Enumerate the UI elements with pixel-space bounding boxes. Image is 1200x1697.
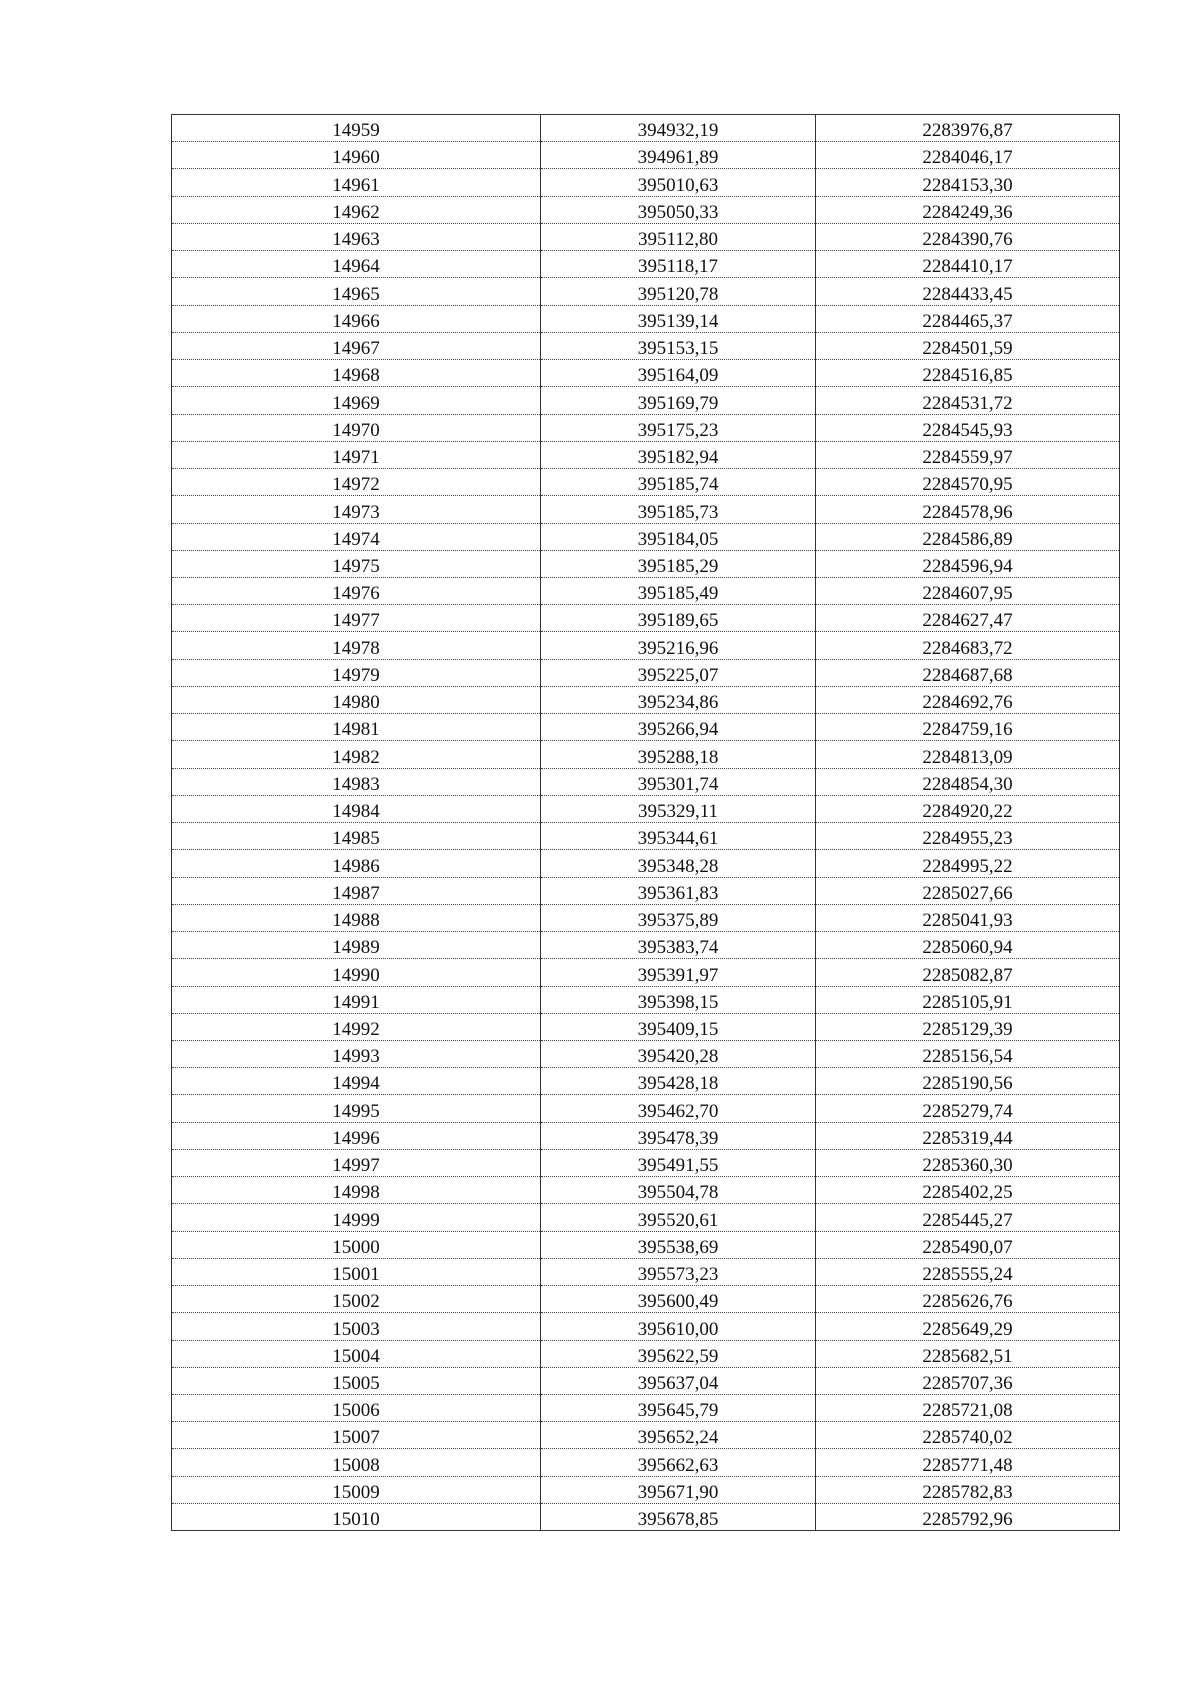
x-coordinate-cell: 395153,15 bbox=[541, 332, 816, 359]
x-coordinate-cell: 395478,39 bbox=[541, 1122, 816, 1149]
x-coordinate-cell: 395225,07 bbox=[541, 659, 816, 686]
y-coordinate-cell: 2284531,72 bbox=[816, 387, 1120, 414]
y-coordinate-cell: 2284813,09 bbox=[816, 741, 1120, 768]
x-coordinate-cell: 395637,04 bbox=[541, 1367, 816, 1394]
x-coordinate-cell: 395622,59 bbox=[541, 1340, 816, 1367]
y-coordinate-cell: 2284586,89 bbox=[816, 523, 1120, 550]
x-coordinate-cell: 395652,24 bbox=[541, 1422, 816, 1449]
table-row bbox=[172, 332, 1120, 359]
y-coordinate-cell: 2285707,36 bbox=[816, 1367, 1120, 1394]
x-coordinate-cell: 395010,63 bbox=[541, 169, 816, 196]
point-number-cell: 14974 bbox=[172, 523, 541, 550]
table-row bbox=[172, 1367, 1120, 1394]
table-row bbox=[172, 523, 1120, 550]
point-number-cell: 15010 bbox=[172, 1503, 541, 1530]
y-coordinate-cell: 2284920,22 bbox=[816, 795, 1120, 822]
x-coordinate-cell: 395573,23 bbox=[541, 1258, 816, 1285]
table-row bbox=[172, 360, 1120, 387]
point-number-cell: 14976 bbox=[172, 577, 541, 604]
table-row bbox=[172, 1149, 1120, 1176]
y-coordinate-cell: 2285782,83 bbox=[816, 1476, 1120, 1503]
y-coordinate-cell: 2284046,17 bbox=[816, 142, 1120, 169]
point-number-cell: 14959 bbox=[172, 115, 541, 142]
table-row bbox=[172, 1503, 1120, 1530]
y-coordinate-cell: 2284153,30 bbox=[816, 169, 1120, 196]
point-number-cell: 14975 bbox=[172, 550, 541, 577]
x-coordinate-cell: 395216,96 bbox=[541, 632, 816, 659]
x-coordinate-cell: 395375,89 bbox=[541, 904, 816, 931]
point-number-cell: 14998 bbox=[172, 1177, 541, 1204]
table-row bbox=[172, 441, 1120, 468]
x-coordinate-cell: 395189,65 bbox=[541, 605, 816, 632]
table-row bbox=[172, 115, 1120, 142]
table-row bbox=[172, 768, 1120, 795]
point-number-cell: 14999 bbox=[172, 1204, 541, 1231]
y-coordinate-cell: 2283976,87 bbox=[816, 115, 1120, 142]
y-coordinate-cell: 2285792,96 bbox=[816, 1503, 1120, 1530]
point-number-cell: 15005 bbox=[172, 1367, 541, 1394]
coordinates-table-body bbox=[172, 115, 1120, 1531]
y-coordinate-cell: 2285190,56 bbox=[816, 1068, 1120, 1095]
x-coordinate-cell: 394961,89 bbox=[541, 142, 816, 169]
x-coordinate-cell: 394932,19 bbox=[541, 115, 816, 142]
table-row bbox=[172, 850, 1120, 877]
table-row bbox=[172, 795, 1120, 822]
y-coordinate-cell: 2285490,07 bbox=[816, 1231, 1120, 1258]
x-coordinate-cell: 395361,83 bbox=[541, 877, 816, 904]
x-coordinate-cell: 395462,70 bbox=[541, 1095, 816, 1122]
x-coordinate-cell: 395185,73 bbox=[541, 496, 816, 523]
point-number-cell: 14972 bbox=[172, 469, 541, 496]
point-number-cell: 14964 bbox=[172, 251, 541, 278]
y-coordinate-cell: 2284607,95 bbox=[816, 577, 1120, 604]
x-coordinate-cell: 395671,90 bbox=[541, 1476, 816, 1503]
x-coordinate-cell: 395185,29 bbox=[541, 550, 816, 577]
table-row bbox=[172, 550, 1120, 577]
point-number-cell: 14967 bbox=[172, 332, 541, 359]
x-coordinate-cell: 395112,80 bbox=[541, 223, 816, 250]
table-row bbox=[172, 1476, 1120, 1503]
table-row bbox=[172, 1095, 1120, 1122]
point-number-cell: 14989 bbox=[172, 932, 541, 959]
y-coordinate-cell: 2284410,17 bbox=[816, 251, 1120, 278]
table-row bbox=[172, 169, 1120, 196]
x-coordinate-cell: 395164,09 bbox=[541, 360, 816, 387]
y-coordinate-cell: 2284559,97 bbox=[816, 441, 1120, 468]
y-coordinate-cell: 2284545,93 bbox=[816, 414, 1120, 441]
y-coordinate-cell: 2285740,02 bbox=[816, 1422, 1120, 1449]
x-coordinate-cell: 395050,33 bbox=[541, 196, 816, 223]
point-number-cell: 15008 bbox=[172, 1449, 541, 1476]
point-number-cell: 14986 bbox=[172, 850, 541, 877]
point-number-cell: 14962 bbox=[172, 196, 541, 223]
table-row bbox=[172, 223, 1120, 250]
x-coordinate-cell: 395344,61 bbox=[541, 823, 816, 850]
point-number-cell: 14983 bbox=[172, 768, 541, 795]
point-number-cell: 14981 bbox=[172, 714, 541, 741]
point-number-cell: 14985 bbox=[172, 823, 541, 850]
y-coordinate-cell: 2284627,47 bbox=[816, 605, 1120, 632]
y-coordinate-cell: 2284501,59 bbox=[816, 332, 1120, 359]
y-coordinate-cell: 2284683,72 bbox=[816, 632, 1120, 659]
x-coordinate-cell: 395182,94 bbox=[541, 441, 816, 468]
x-coordinate-cell: 395678,85 bbox=[541, 1503, 816, 1530]
point-number-cell: 14994 bbox=[172, 1068, 541, 1095]
table-row bbox=[172, 1422, 1120, 1449]
point-number-cell: 14988 bbox=[172, 904, 541, 931]
point-number-cell: 14961 bbox=[172, 169, 541, 196]
point-number-cell: 14965 bbox=[172, 278, 541, 305]
x-coordinate-cell: 395538,69 bbox=[541, 1231, 816, 1258]
x-coordinate-cell: 395266,94 bbox=[541, 714, 816, 741]
table-row bbox=[172, 1231, 1120, 1258]
y-coordinate-cell: 2285649,29 bbox=[816, 1313, 1120, 1340]
x-coordinate-cell: 395428,18 bbox=[541, 1068, 816, 1095]
point-number-cell: 14968 bbox=[172, 360, 541, 387]
x-coordinate-cell: 395398,15 bbox=[541, 986, 816, 1013]
point-number-cell: 14977 bbox=[172, 605, 541, 632]
table-row bbox=[172, 904, 1120, 931]
x-coordinate-cell: 395120,78 bbox=[541, 278, 816, 305]
y-coordinate-cell: 2284854,30 bbox=[816, 768, 1120, 795]
x-coordinate-cell: 395409,15 bbox=[541, 1013, 816, 1040]
x-coordinate-cell: 395420,28 bbox=[541, 1040, 816, 1067]
y-coordinate-cell: 2285721,08 bbox=[816, 1395, 1120, 1422]
point-number-cell: 15006 bbox=[172, 1395, 541, 1422]
point-number-cell: 14984 bbox=[172, 795, 541, 822]
table-row bbox=[172, 659, 1120, 686]
point-number-cell: 14987 bbox=[172, 877, 541, 904]
point-number-cell: 14971 bbox=[172, 441, 541, 468]
table-row bbox=[172, 1040, 1120, 1067]
table-row bbox=[172, 1177, 1120, 1204]
table-row bbox=[172, 414, 1120, 441]
point-number-cell: 15001 bbox=[172, 1258, 541, 1285]
table-row bbox=[172, 632, 1120, 659]
point-number-cell: 14982 bbox=[172, 741, 541, 768]
y-coordinate-cell: 2284596,94 bbox=[816, 550, 1120, 577]
y-coordinate-cell: 2285129,39 bbox=[816, 1013, 1120, 1040]
table-row bbox=[172, 387, 1120, 414]
x-coordinate-cell: 395118,17 bbox=[541, 251, 816, 278]
y-coordinate-cell: 2284570,95 bbox=[816, 469, 1120, 496]
table-row bbox=[172, 1122, 1120, 1149]
point-number-cell: 14979 bbox=[172, 659, 541, 686]
coordinates-table bbox=[171, 114, 1120, 1531]
point-number-cell: 15003 bbox=[172, 1313, 541, 1340]
point-number-cell: 14960 bbox=[172, 142, 541, 169]
y-coordinate-cell: 2285041,93 bbox=[816, 904, 1120, 931]
point-number-cell: 15007 bbox=[172, 1422, 541, 1449]
y-coordinate-cell: 2284465,37 bbox=[816, 305, 1120, 332]
y-coordinate-cell: 2285279,74 bbox=[816, 1095, 1120, 1122]
table-row bbox=[172, 1204, 1120, 1231]
y-coordinate-cell: 2285027,66 bbox=[816, 877, 1120, 904]
y-coordinate-cell: 2285156,54 bbox=[816, 1040, 1120, 1067]
table-row bbox=[172, 496, 1120, 523]
point-number-cell: 14978 bbox=[172, 632, 541, 659]
y-coordinate-cell: 2284692,76 bbox=[816, 686, 1120, 713]
x-coordinate-cell: 395234,86 bbox=[541, 686, 816, 713]
y-coordinate-cell: 2285060,94 bbox=[816, 932, 1120, 959]
point-number-cell: 14980 bbox=[172, 686, 541, 713]
point-number-cell: 14992 bbox=[172, 1013, 541, 1040]
point-number-cell: 15009 bbox=[172, 1476, 541, 1503]
y-coordinate-cell: 2285771,48 bbox=[816, 1449, 1120, 1476]
table-row bbox=[172, 196, 1120, 223]
table-row bbox=[172, 469, 1120, 496]
table-row bbox=[172, 1258, 1120, 1285]
x-coordinate-cell: 395169,79 bbox=[541, 387, 816, 414]
x-coordinate-cell: 395600,49 bbox=[541, 1286, 816, 1313]
x-coordinate-cell: 395383,74 bbox=[541, 932, 816, 959]
x-coordinate-cell: 395610,00 bbox=[541, 1313, 816, 1340]
y-coordinate-cell: 2285682,51 bbox=[816, 1340, 1120, 1367]
x-coordinate-cell: 395520,61 bbox=[541, 1204, 816, 1231]
table-row bbox=[172, 1340, 1120, 1367]
y-coordinate-cell: 2285105,91 bbox=[816, 986, 1120, 1013]
point-number-cell: 14970 bbox=[172, 414, 541, 441]
x-coordinate-cell: 395185,49 bbox=[541, 577, 816, 604]
point-number-cell: 14973 bbox=[172, 496, 541, 523]
point-number-cell: 14991 bbox=[172, 986, 541, 1013]
y-coordinate-cell: 2284995,22 bbox=[816, 850, 1120, 877]
table-row bbox=[172, 1449, 1120, 1476]
table-row bbox=[172, 1313, 1120, 1340]
point-number-cell: 14993 bbox=[172, 1040, 541, 1067]
y-coordinate-cell: 2285360,30 bbox=[816, 1149, 1120, 1176]
x-coordinate-cell: 395348,28 bbox=[541, 850, 816, 877]
table-row bbox=[172, 877, 1120, 904]
point-number-cell: 14966 bbox=[172, 305, 541, 332]
table-row bbox=[172, 1068, 1120, 1095]
y-coordinate-cell: 2284433,45 bbox=[816, 278, 1120, 305]
x-coordinate-cell: 395301,74 bbox=[541, 768, 816, 795]
x-coordinate-cell: 395184,05 bbox=[541, 523, 816, 550]
y-coordinate-cell: 2285082,87 bbox=[816, 959, 1120, 986]
x-coordinate-cell: 395504,78 bbox=[541, 1177, 816, 1204]
point-number-cell: 15000 bbox=[172, 1231, 541, 1258]
table-row bbox=[172, 278, 1120, 305]
y-coordinate-cell: 2284390,76 bbox=[816, 223, 1120, 250]
table-row bbox=[172, 305, 1120, 332]
point-number-cell: 14969 bbox=[172, 387, 541, 414]
table-row bbox=[172, 714, 1120, 741]
table-row bbox=[172, 251, 1120, 278]
table-row bbox=[172, 1013, 1120, 1040]
table-row bbox=[172, 686, 1120, 713]
y-coordinate-cell: 2285445,27 bbox=[816, 1204, 1120, 1231]
table-row bbox=[172, 741, 1120, 768]
x-coordinate-cell: 395645,79 bbox=[541, 1395, 816, 1422]
table-row bbox=[172, 1286, 1120, 1313]
y-coordinate-cell: 2284687,68 bbox=[816, 659, 1120, 686]
y-coordinate-cell: 2284249,36 bbox=[816, 196, 1120, 223]
y-coordinate-cell: 2285626,76 bbox=[816, 1286, 1120, 1313]
y-coordinate-cell: 2284516,85 bbox=[816, 360, 1120, 387]
x-coordinate-cell: 395139,14 bbox=[541, 305, 816, 332]
point-number-cell: 14990 bbox=[172, 959, 541, 986]
x-coordinate-cell: 395175,23 bbox=[541, 414, 816, 441]
point-number-cell: 14963 bbox=[172, 223, 541, 250]
y-coordinate-cell: 2285319,44 bbox=[816, 1122, 1120, 1149]
x-coordinate-cell: 395329,11 bbox=[541, 795, 816, 822]
table-row bbox=[172, 142, 1120, 169]
x-coordinate-cell: 395288,18 bbox=[541, 741, 816, 768]
y-coordinate-cell: 2285402,25 bbox=[816, 1177, 1120, 1204]
point-number-cell: 14995 bbox=[172, 1095, 541, 1122]
point-number-cell: 15004 bbox=[172, 1340, 541, 1367]
point-number-cell: 14996 bbox=[172, 1122, 541, 1149]
x-coordinate-cell: 395185,74 bbox=[541, 469, 816, 496]
y-coordinate-cell: 2284578,96 bbox=[816, 496, 1120, 523]
y-coordinate-cell: 2284955,23 bbox=[816, 823, 1120, 850]
y-coordinate-cell: 2284759,16 bbox=[816, 714, 1120, 741]
point-number-cell: 15002 bbox=[172, 1286, 541, 1313]
point-number-cell: 14997 bbox=[172, 1149, 541, 1176]
x-coordinate-cell: 395391,97 bbox=[541, 959, 816, 986]
table-row bbox=[172, 577, 1120, 604]
table-row bbox=[172, 1395, 1120, 1422]
table-row bbox=[172, 959, 1120, 986]
x-coordinate-cell: 395662,63 bbox=[541, 1449, 816, 1476]
table-row bbox=[172, 823, 1120, 850]
x-coordinate-cell: 395491,55 bbox=[541, 1149, 816, 1176]
table-row bbox=[172, 605, 1120, 632]
table-row bbox=[172, 932, 1120, 959]
y-coordinate-cell: 2285555,24 bbox=[816, 1258, 1120, 1285]
table-row bbox=[172, 986, 1120, 1013]
